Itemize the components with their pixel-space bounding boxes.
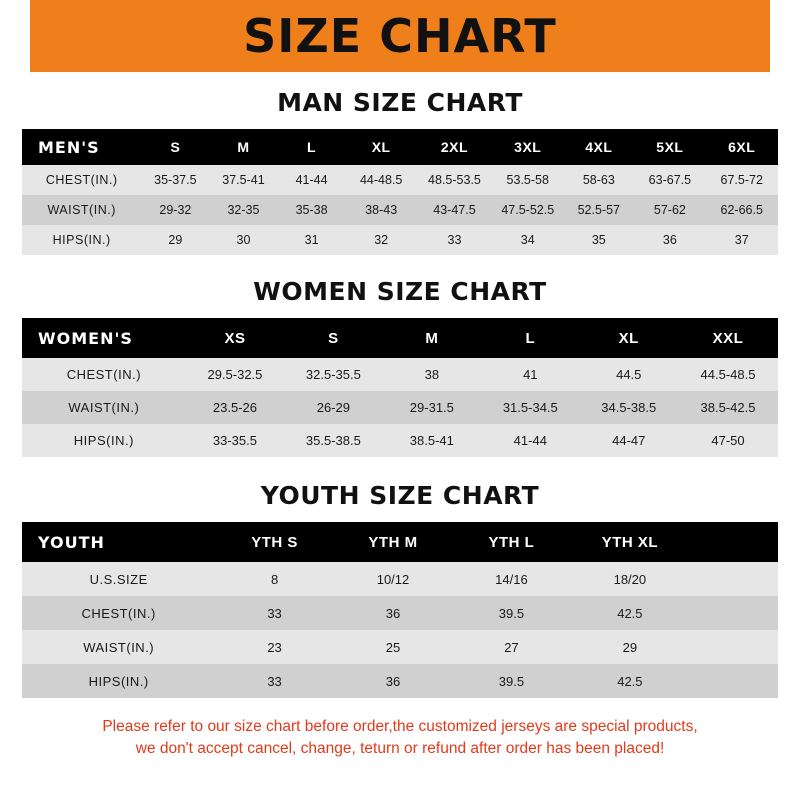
man-hips-4xl: 35	[563, 225, 634, 255]
youth-section-title: YOUTH SIZE CHART	[260, 481, 540, 510]
women-chest-l: 41	[481, 358, 579, 391]
man-row-hips-label: HIPS(IN.)	[22, 225, 141, 255]
table-row	[22, 664, 778, 698]
women-hips-xs: 33-35.5	[186, 424, 284, 457]
youth-row-hips-label: HIPS(IN.)	[22, 664, 215, 698]
youth-waist-l: 27	[452, 630, 570, 664]
table-row	[22, 424, 778, 457]
man-hips-l: 31	[278, 225, 346, 255]
women-chest-xs: 29.5-32.5	[186, 358, 284, 391]
women-size-table	[22, 318, 778, 457]
table-row	[22, 562, 778, 596]
man-chest-6xl: 67.5-72	[705, 165, 778, 195]
man-header-3xl: 3XL	[492, 129, 563, 165]
man-chest-xl: 44-48.5	[346, 165, 417, 195]
man-chest-2xl: 48.5-53.5	[417, 165, 493, 195]
youth-ussize-s: 8	[215, 562, 333, 596]
youth-waist-spacer	[689, 630, 778, 664]
women-header-label: WOMEN'S	[22, 318, 186, 358]
youth-ussize-m: 10/12	[334, 562, 452, 596]
youth-chest-xl: 42.5	[571, 596, 689, 630]
women-chest-s: 32.5-35.5	[284, 358, 382, 391]
man-header-5xl: 5XL	[634, 129, 705, 165]
youth-table-body	[22, 562, 778, 698]
youth-chest-m: 36	[334, 596, 452, 630]
women-waist-l: 31.5-34.5	[481, 391, 579, 424]
women-chest-xxl: 44.5-48.5	[678, 358, 778, 391]
women-waist-m: 29-31.5	[383, 391, 481, 424]
table-header-row	[22, 129, 778, 165]
man-chest-5xl: 63-67.5	[634, 165, 705, 195]
women-header-xs: XS	[186, 318, 284, 358]
women-row-waist-label: WAIST(IN.)	[22, 391, 186, 424]
header-band	[0, 0, 800, 72]
header-right-spacer	[770, 0, 800, 72]
man-hips-3xl: 34	[492, 225, 563, 255]
man-header-4xl: 4XL	[563, 129, 634, 165]
women-header-xxl: XXL	[678, 318, 778, 358]
footer-note-line1: Please refer to our size chart before order,the customized jerseys are special products,	[102, 718, 698, 735]
man-table-body	[22, 165, 778, 255]
header-left-spacer	[0, 0, 30, 72]
man-chest-4xl: 58-63	[563, 165, 634, 195]
youth-ussize-l: 14/16	[452, 562, 570, 596]
youth-size-table	[22, 522, 778, 698]
table-row	[22, 195, 778, 225]
page-title: SIZE CHART	[243, 9, 557, 63]
man-header-xl: XL	[346, 129, 417, 165]
man-hips-xl: 32	[346, 225, 417, 255]
youth-waist-xl: 29	[571, 630, 689, 664]
table-header-row	[22, 522, 778, 562]
women-hips-l: 41-44	[481, 424, 579, 457]
man-header-label: MEN'S	[22, 129, 141, 165]
youth-waist-s: 23	[215, 630, 333, 664]
youth-waist-m: 25	[334, 630, 452, 664]
man-waist-xl: 38-43	[346, 195, 417, 225]
man-chest-3xl: 53.5-58	[492, 165, 563, 195]
man-hips-2xl: 33	[417, 225, 493, 255]
man-chest-s: 35-37.5	[141, 165, 209, 195]
youth-hips-spacer	[689, 664, 778, 698]
women-table-head	[22, 318, 778, 358]
man-row-chest-label: CHEST(IN.)	[22, 165, 141, 195]
women-header-s: S	[284, 318, 382, 358]
youth-header-l: YTH L	[452, 522, 570, 562]
man-hips-m: 30	[209, 225, 277, 255]
women-row-chest-label: CHEST(IN.)	[22, 358, 186, 391]
table-row	[22, 630, 778, 664]
youth-hips-l: 39.5	[452, 664, 570, 698]
women-waist-xl: 34.5-38.5	[580, 391, 678, 424]
youth-table-head	[22, 522, 778, 562]
man-waist-5xl: 57-62	[634, 195, 705, 225]
man-table-head	[22, 129, 778, 165]
youth-header-spacer	[689, 522, 778, 562]
youth-chest-spacer	[689, 596, 778, 630]
man-header-6xl: 6XL	[705, 129, 778, 165]
man-waist-6xl: 62-66.5	[705, 195, 778, 225]
women-chest-m: 38	[383, 358, 481, 391]
youth-header-s: YTH S	[215, 522, 333, 562]
man-waist-m: 32-35	[209, 195, 277, 225]
footer-note	[22, 716, 778, 761]
content	[0, 88, 800, 761]
youth-ussize-spacer	[689, 562, 778, 596]
youth-header-xl: YTH XL	[571, 522, 689, 562]
youth-row-ussize-label: U.S.SIZE	[22, 562, 215, 596]
man-hips-5xl: 36	[634, 225, 705, 255]
table-row	[22, 225, 778, 255]
women-row-hips-label: HIPS(IN.)	[22, 424, 186, 457]
table-row	[22, 165, 778, 195]
youth-ussize-xl: 18/20	[571, 562, 689, 596]
man-waist-3xl: 47.5-52.5	[492, 195, 563, 225]
man-header-s: S	[141, 129, 209, 165]
youth-hips-m: 36	[334, 664, 452, 698]
man-waist-2xl: 43-47.5	[417, 195, 493, 225]
youth-row-waist-label: WAIST(IN.)	[22, 630, 215, 664]
women-table-body	[22, 358, 778, 457]
man-header-2xl: 2XL	[417, 129, 493, 165]
man-header-m: M	[209, 129, 277, 165]
women-hips-m: 38.5-41	[383, 424, 481, 457]
man-size-table	[22, 129, 778, 255]
man-waist-4xl: 52.5-57	[563, 195, 634, 225]
women-section-title: WOMEN SIZE CHART	[253, 277, 547, 306]
women-header-xl: XL	[580, 318, 678, 358]
youth-header-m: YTH M	[334, 522, 452, 562]
man-hips-6xl: 37	[705, 225, 778, 255]
man-row-waist-label: WAIST(IN.)	[22, 195, 141, 225]
table-row	[22, 596, 778, 630]
women-header-m: M	[383, 318, 481, 358]
youth-header-label: YOUTH	[22, 522, 215, 562]
women-waist-xs: 23.5-26	[186, 391, 284, 424]
table-row	[22, 391, 778, 424]
man-chest-l: 41-44	[278, 165, 346, 195]
youth-chest-l: 39.5	[452, 596, 570, 630]
youth-hips-xl: 42.5	[571, 664, 689, 698]
man-chest-m: 37.5-41	[209, 165, 277, 195]
women-hips-xl: 44-47	[580, 424, 678, 457]
man-header-l: L	[278, 129, 346, 165]
youth-hips-s: 33	[215, 664, 333, 698]
women-header-l: L	[481, 318, 579, 358]
man-hips-s: 29	[141, 225, 209, 255]
man-waist-s: 29-32	[141, 195, 209, 225]
youth-row-chest-label: CHEST(IN.)	[22, 596, 215, 630]
table-header-row	[22, 318, 778, 358]
women-hips-s: 35.5-38.5	[284, 424, 382, 457]
table-row	[22, 358, 778, 391]
youth-chest-s: 33	[215, 596, 333, 630]
women-waist-s: 26-29	[284, 391, 382, 424]
women-chest-xl: 44.5	[580, 358, 678, 391]
footer-note-line2: we don't accept cancel, change, teturn or refund after order has been placed!	[135, 740, 665, 758]
man-section-title: MAN SIZE CHART	[277, 88, 523, 117]
women-hips-xxl: 47-50	[678, 424, 778, 457]
women-waist-xxl: 38.5-42.5	[678, 391, 778, 424]
man-waist-l: 35-38	[278, 195, 346, 225]
